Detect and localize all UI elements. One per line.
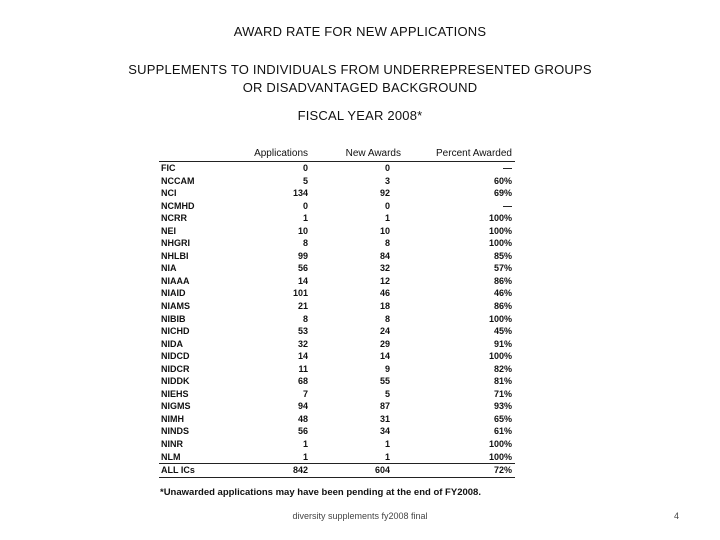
table-row (159, 438, 515, 451)
cell-applications: 1 (302, 213, 308, 224)
cell-percent: 61% (493, 426, 512, 437)
table-row (159, 388, 515, 401)
cell-ic: NCCAM (161, 175, 195, 186)
cell-ic: NIMH (161, 413, 184, 424)
cell-percent: 81% (493, 376, 512, 387)
footer-filename: diversity supplements fy2008 final (292, 511, 428, 521)
cell-applications: 94 (297, 401, 308, 412)
table-row (159, 162, 515, 175)
cell-applications: 1 (302, 451, 308, 462)
cell-percent: 100% (488, 238, 512, 249)
table-row (159, 262, 515, 275)
cell-new-awards: 9 (384, 363, 390, 374)
cell-ic: NHGRI (161, 238, 190, 249)
award-rate-table (159, 148, 515, 478)
table-row (159, 451, 515, 464)
table-row (159, 425, 515, 438)
cell-new-awards: 18 (379, 301, 390, 312)
cell-percent: — (503, 200, 512, 211)
cell-applications: 1 (302, 439, 308, 450)
cell-new-awards: 29 (379, 338, 390, 349)
subtitle-line-1: SUPPLEMENTS TO INDIVIDUALS FROM UNDERREPRESENTED GROUPS (128, 62, 592, 77)
cell-new-awards: 8 (384, 313, 390, 324)
fiscal-year: FISCAL YEAR 2008* (297, 108, 423, 123)
cell-ic: NIAMS (161, 301, 190, 312)
cell-new-awards: 604 (374, 465, 390, 476)
table-row (159, 413, 515, 426)
cell-applications: 48 (297, 413, 308, 424)
cell-applications: 56 (297, 263, 308, 274)
cell-ic: NIGMS (161, 401, 191, 412)
table-total-row (159, 463, 515, 478)
cell-ic: NIAID (161, 288, 186, 299)
cell-ic: NIEHS (161, 388, 189, 399)
cell-percent: 100% (488, 213, 512, 224)
cell-ic: NCI (161, 188, 177, 199)
cell-new-awards: 46 (379, 288, 390, 299)
table-row (159, 200, 515, 213)
table-row (159, 350, 515, 363)
cell-ic: NIA (161, 263, 177, 274)
cell-percent: 100% (488, 439, 512, 450)
cell-ic: NEI (161, 225, 177, 236)
cell-new-awards: 24 (379, 326, 390, 337)
cell-percent: 100% (488, 225, 512, 236)
cell-applications: 99 (297, 250, 308, 261)
cell-ic: NICHD (161, 326, 190, 337)
cell-percent: 69% (493, 188, 512, 199)
cell-applications: 10 (297, 225, 308, 236)
header-new-awards: New Awards (346, 148, 401, 162)
cell-percent: 82% (493, 363, 512, 374)
cell-new-awards: 3 (384, 175, 390, 186)
cell-ic: NIAAA (161, 275, 190, 286)
cell-ic: ALL ICs (161, 465, 195, 476)
table-row (159, 225, 515, 238)
cell-ic: NIDA (161, 338, 183, 349)
cell-new-awards: 14 (379, 351, 390, 362)
table-row (159, 363, 515, 376)
cell-percent: 86% (493, 301, 512, 312)
cell-ic: FIC (161, 163, 176, 173)
cell-applications: 8 (302, 238, 308, 249)
cell-applications: 0 (302, 200, 308, 211)
table-row (159, 250, 515, 263)
cell-percent: 86% (493, 275, 512, 286)
cell-new-awards: 92 (379, 188, 390, 199)
cell-applications: 21 (297, 301, 308, 312)
table-row (159, 237, 515, 250)
cell-percent: 57% (493, 263, 512, 274)
cell-new-awards: 12 (379, 275, 390, 286)
cell-ic: NCMHD (161, 200, 195, 211)
cell-ic: NINDS (161, 426, 190, 437)
cell-percent: 100% (488, 313, 512, 324)
table-row (159, 338, 515, 351)
table-row (159, 300, 515, 313)
cell-new-awards: 1 (384, 451, 390, 462)
cell-applications: 14 (297, 351, 308, 362)
cell-new-awards: 32 (379, 263, 390, 274)
cell-new-awards: 5 (384, 388, 390, 399)
table-row (159, 187, 515, 200)
cell-applications: 7 (302, 388, 308, 399)
cell-percent: 65% (493, 413, 512, 424)
cell-applications: 32 (297, 338, 308, 349)
cell-percent: 60% (493, 175, 512, 186)
cell-percent: 100% (488, 451, 512, 462)
cell-applications: 68 (297, 376, 308, 387)
cell-applications: 134 (292, 188, 308, 199)
cell-new-awards: 8 (384, 238, 390, 249)
cell-percent: 93% (493, 401, 512, 412)
cell-applications: 14 (297, 275, 308, 286)
cell-applications: 56 (297, 426, 308, 437)
cell-ic: NIBIB (161, 313, 186, 324)
cell-new-awards: 1 (384, 213, 390, 224)
cell-percent: — (503, 163, 512, 173)
cell-ic: NCRR (161, 213, 187, 224)
cell-percent: 46% (493, 288, 512, 299)
table-row (159, 375, 515, 388)
cell-percent: 100% (488, 351, 512, 362)
subtitle-line-2: OR DISADVANTAGED BACKGROUND (242, 80, 478, 95)
cell-percent: 45% (493, 326, 512, 337)
cell-new-awards: 84 (379, 250, 390, 261)
cell-new-awards: 34 (379, 426, 390, 437)
cell-applications: 53 (297, 326, 308, 337)
cell-new-awards: 0 (384, 163, 390, 173)
table-body (159, 162, 515, 478)
table-row (159, 313, 515, 326)
cell-percent: 72% (493, 465, 512, 476)
page-title: AWARD RATE FOR NEW APPLICATIONS (233, 24, 487, 39)
table-header (159, 148, 515, 162)
cell-new-awards: 0 (384, 200, 390, 211)
cell-ic: NLM (161, 451, 181, 462)
header-percent-awarded: Percent Awarded (436, 148, 512, 162)
header-applications: Applications (254, 148, 308, 162)
cell-applications: 8 (302, 313, 308, 324)
footnote: *Unawarded applications may have been pending at the end of FY2008. (160, 487, 481, 498)
table-row (159, 212, 515, 225)
cell-applications: 0 (302, 163, 308, 173)
cell-applications: 11 (298, 363, 308, 374)
table-row (159, 275, 515, 288)
table-row (159, 175, 515, 188)
cell-applications: 842 (292, 465, 308, 476)
cell-new-awards: 87 (379, 401, 390, 412)
cell-new-awards: 1 (384, 439, 390, 450)
cell-ic: NINR (161, 439, 183, 450)
table-row (159, 400, 515, 413)
cell-percent: 91% (493, 338, 512, 349)
page-number: 4 (674, 511, 680, 521)
table-row (159, 325, 515, 338)
table-row (159, 287, 515, 300)
cell-new-awards: 55 (379, 376, 390, 387)
cell-ic: NIDCR (161, 363, 190, 374)
cell-applications: 101 (292, 288, 308, 299)
cell-new-awards: 10 (379, 225, 390, 236)
cell-new-awards: 31 (379, 413, 390, 424)
cell-percent: 85% (493, 250, 512, 261)
cell-ic: NIDDK (161, 376, 190, 387)
cell-ic: NIDCD (161, 351, 190, 362)
cell-percent: 71% (493, 388, 512, 399)
cell-ic: NHLBI (161, 250, 189, 261)
cell-applications: 5 (302, 175, 308, 186)
